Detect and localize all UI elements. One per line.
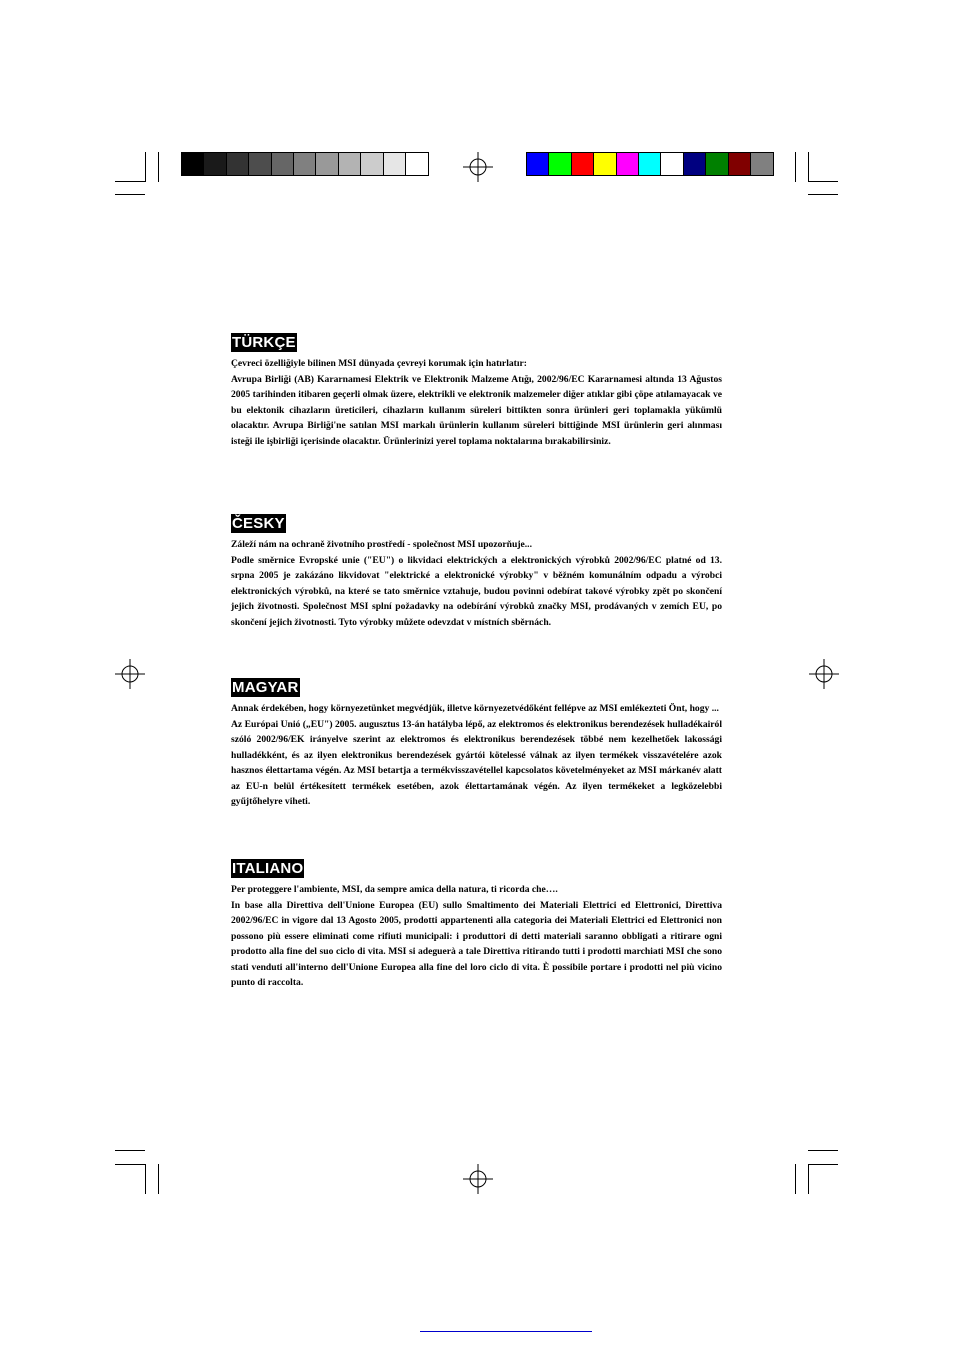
color-swatch-9 bbox=[729, 153, 751, 175]
section-magyar bbox=[231, 678, 722, 810]
color-swatch-8 bbox=[706, 153, 728, 175]
color-swatch-10 bbox=[751, 153, 773, 175]
registration-mark-top bbox=[463, 152, 493, 182]
crop-mark-top-left-v2 bbox=[158, 152, 159, 182]
crop-mark-bottom-left-h2 bbox=[115, 1164, 145, 1165]
section-heading: TÜRKÇE bbox=[232, 334, 296, 351]
gray-swatch-1 bbox=[204, 153, 226, 175]
gray-swatch-9 bbox=[384, 153, 406, 175]
section-cesky bbox=[231, 514, 722, 630]
section-body: Podle směrnice Evropské unie ("EU") o likvidaci elektrických a elektronických výrobků 2002/96/EC platné od 13. srpna 2005 je zakázáno likvidovat "elektrické a elektronické výrobky" v běžném komunálním odpadu a výrobci elektronických výrobků, na které se tato směrnice vztahuje, budou povinni odebírat takové výrobky zpět po skončení jejich životnosti. Společnost MSI splní požadavky na odebírání výrobků značky MSI, prodávaných v zemích EU, po skončení jejich životnosti. Tyto výrobky můžete odevzdat v místních sběrnách. bbox=[231, 554, 722, 628]
crop-mark-bottom-left-h bbox=[115, 1150, 145, 1151]
crop-mark-bottom-left-v bbox=[145, 1164, 146, 1194]
gray-swatch-3 bbox=[249, 153, 271, 175]
gray-swatch-2 bbox=[227, 153, 249, 175]
registration-mark-left bbox=[115, 659, 145, 689]
section-intro: Záleží nám na ochraně životního prostředí - společnost MSI upozorňuje... bbox=[231, 539, 532, 550]
crop-mark-bottom-right-h bbox=[808, 1150, 838, 1151]
color-swatch-3 bbox=[594, 153, 616, 175]
section-intro: Çevreci özelliğiyle bilinen MSI dünyada çevreyi korumak için hatırlatır: bbox=[231, 358, 527, 369]
crop-mark-bottom-right-h2 bbox=[808, 1164, 838, 1165]
crop-mark-bottom-right-v bbox=[808, 1164, 809, 1194]
color-swatch-2 bbox=[572, 153, 594, 175]
section-intro: Annak érdekében, hogy környezetünket megvédjük, illetve környezetvédőként fellépve az MSI emlékezteti Önt, hogy ... bbox=[231, 703, 719, 714]
gray-swatch-4 bbox=[272, 153, 294, 175]
crop-mark-bottom-right-v2 bbox=[795, 1164, 796, 1194]
section-intro: Per proteggere l'ambiente, MSI, da sempre amica della natura, ti ricorda che…. bbox=[231, 884, 558, 895]
color-swatch-6 bbox=[661, 153, 683, 175]
registration-mark-right bbox=[809, 659, 839, 689]
crop-mark-top-right-v2 bbox=[808, 152, 809, 182]
crop-mark-top-left-h2 bbox=[115, 194, 145, 195]
crop-mark-bottom-left-v2 bbox=[158, 1164, 159, 1194]
crop-mark-top-left-h bbox=[115, 181, 145, 182]
color-swatch-1 bbox=[549, 153, 571, 175]
section-body: Avrupa Birliği (AB) Kararnamesi Elektrik ve Elektronik Malzeme Atığı, 2002/96/EC Kararnamesi altında 13 Ağustos 2005 tarihinden itibaren geçerli olmak üzere, elektrikli ve elektronik malzemeler diğer atıklar gibi çöpe atılamayacak ve bu elektonik cihazların üreticileri, cihazların kullanım süreleri bittikten sonra ürünleri geri toplamakla yükümlü olacaktır. Avrupa Birliği'ne satılan MSI markalı ürünlerin kullanım süreleri bittiğinde MSI ürünlerin geri alınması isteği ile işbirliği içerisinde olacaktır. Ürünlerinizi yerel toplama noktalarına bırakabilirsiniz. bbox=[231, 373, 722, 447]
gray-swatch-8 bbox=[361, 153, 383, 175]
gray-swatch-5 bbox=[294, 153, 316, 175]
grayscale-color-bar bbox=[181, 152, 429, 176]
section-body: In base alla Direttiva dell'Unione Europea (EU) sullo Smaltimento dei Materiali Elettrici ed Elettronici, Direttiva 2002/96/EC in vigore dal 13 Agosto 2005, prodotti appartenenti alla categoria dei Materiali Elettrici ed Elettronici non possono più essere eliminati come rifiuti municipali: i produttori di detti materiali saranno obbligati a ritirare ogni prodotto alla fine del suo ciclo di vita. MSI si adeguerà a tale Direttiva ritirando tutti i prodotti marchiati MSI che sono stati venduti all'interno dell'Unione Europea alla fine del loro ciclo di vita. È possibile portare i prodotti nel più vicino punto di raccolta. bbox=[231, 899, 722, 988]
section-turkce bbox=[231, 333, 722, 449]
section-heading: ČESKY bbox=[232, 515, 285, 532]
color-swatch-0 bbox=[527, 153, 549, 175]
crop-mark-top-right-v bbox=[795, 152, 796, 182]
crop-mark-top-right-h2 bbox=[808, 194, 838, 195]
color-swatch-5 bbox=[639, 153, 661, 175]
color-swatch-4 bbox=[617, 153, 639, 175]
gray-swatch-10 bbox=[406, 153, 428, 175]
section-italiano bbox=[231, 859, 722, 991]
crop-mark-top-left-v bbox=[145, 152, 146, 182]
gray-swatch-6 bbox=[316, 153, 338, 175]
gray-swatch-0 bbox=[182, 153, 204, 175]
gray-swatch-7 bbox=[339, 153, 361, 175]
section-body: Az Európai Unió („EU") 2005. augusztus 13-án hatályba lépő, az elektromos és elektronikus berendezések hulladékairól szóló 2002/96/EK irányelve szerint az elektromos és elektronikus berendezések többé nem kezelhetőek lakossági hulladékként, és az ilyen elektronikus berendezések gyártói kötelessé válnak az ilyen termékek visszavételére azok hasznos élettartama végén. Az MSI betartja a termékvisszavétellel kapcsolatos követelményeket az MSI márkanév alatt az EU-n belül értékesített termékek esetében, azok élettartamának végén. Az ilyen termékeket a legközelebbi gyűjtőhelyre viheti. bbox=[231, 718, 722, 807]
crop-mark-top-right-h bbox=[808, 181, 838, 182]
process-color-bar bbox=[526, 152, 774, 176]
section-heading: ITALIANO bbox=[232, 860, 304, 877]
footer-link-underline bbox=[420, 1331, 592, 1332]
section-heading: MAGYAR bbox=[232, 679, 299, 696]
registration-mark-bottom bbox=[463, 1164, 493, 1194]
color-swatch-7 bbox=[684, 153, 706, 175]
